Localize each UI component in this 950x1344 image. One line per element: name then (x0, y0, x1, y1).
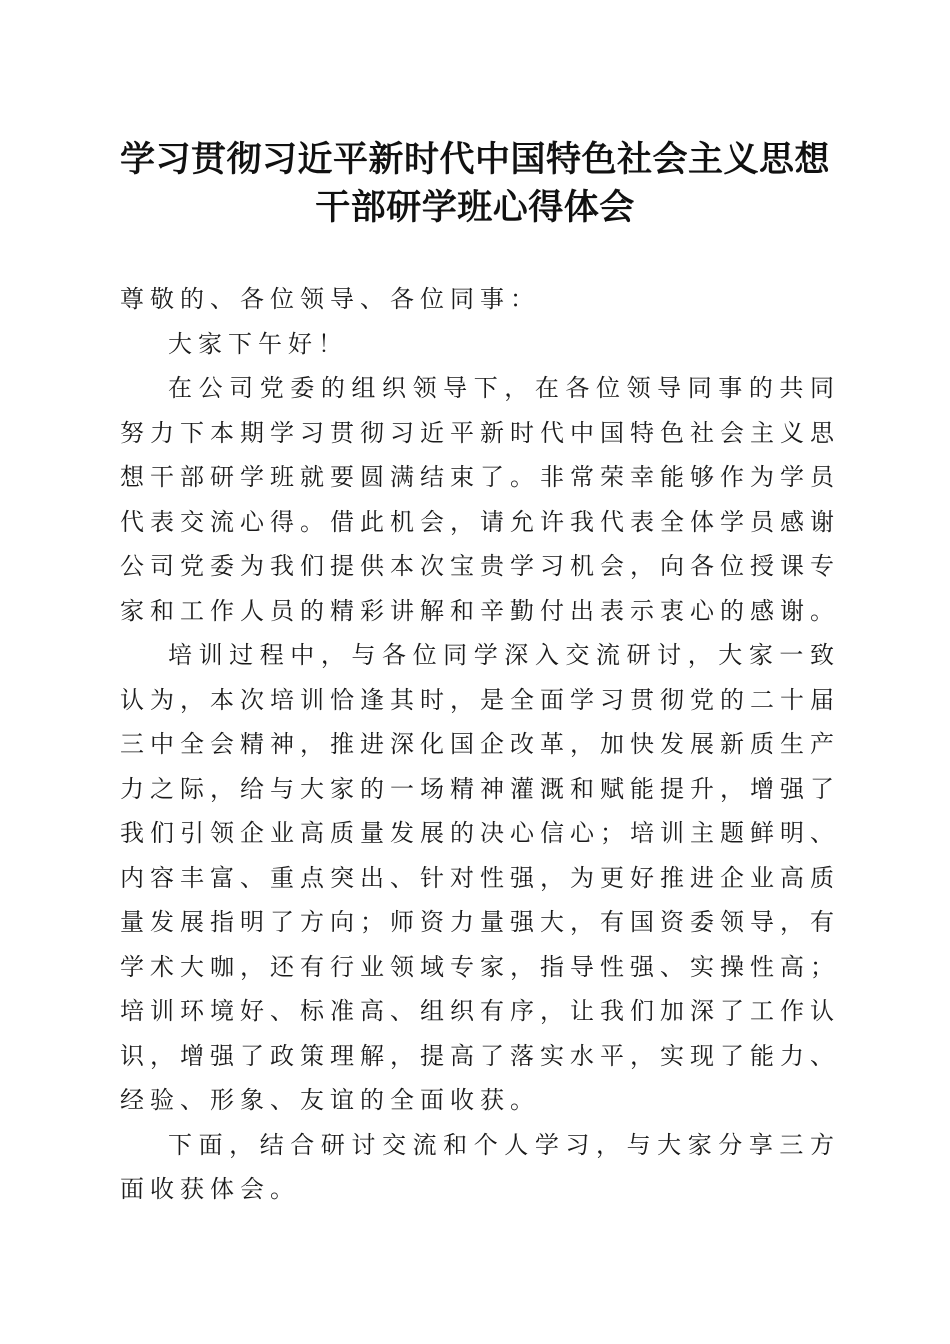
salutation: 尊敬的、各位领导、各位同事： (120, 285, 540, 313)
greeting: 大家下午好！ (168, 329, 348, 358)
document-body (120, 277, 840, 1212)
paragraph-transition: 下面，结合研讨交流和个人学习，与大家分享三方面收获体会。 (120, 1130, 840, 1203)
paragraph-intro: 在公司党委的组织领导下，在各位领导同事的共同努力下本期学习贯彻习近平新时代中国特色社会主义思想干部研学班就要圆满结束了。非常荣幸能够作为学员代表交流心得。借此机会，请允许我代表全体学员感谢公司党委为我们提供本次宝贵学习机会，向各位授课专家和工作人员的精彩讲解和辛勤付出表示衷心的感谢。 (120, 374, 840, 625)
paragraph-training-review: 培训过程中，与各位同学深入交流研讨，大家一致认为，本次培训恰逢其时，是全面学习贯彻党的二十届三中全会精神，推进深化国企改革，加快发展新质生产力之际，给与大家的一场精神灌溉和赋能提升，增强了我们引领企业高质量发展的决心信心；培训主题鲜明、内容丰富、重点突出、针对性强，为更好推进企业高质量发展指明了方向；师资力量强大，有国资委领导，有学术大咖，还有行业领域专家，指导性强、实操性高；培训环境好、标准高、组织有序，让我们加深了工作认识，增强了政策理解，提高了落实水平，实现了能力、经验、形象、友谊的全面收获。 (120, 641, 840, 1114)
document-title-line-2: 干部研学班心得体会 (315, 187, 635, 228)
document-title-line-1: 学习贯彻习近平新时代中国特色社会主义思想 (119, 139, 830, 180)
